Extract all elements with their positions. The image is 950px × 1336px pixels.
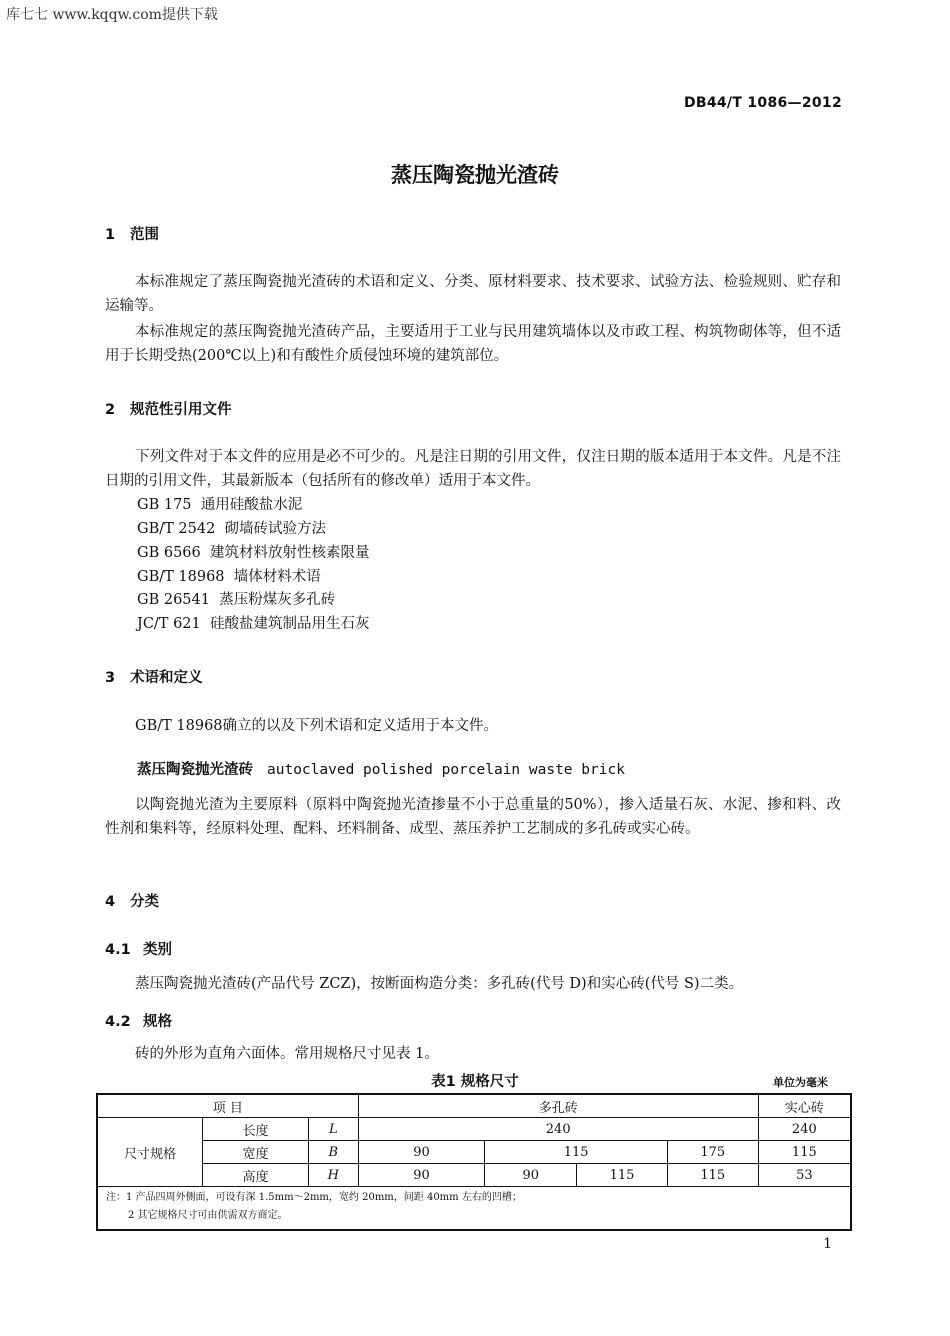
table-row-height (97, 1164, 851, 1187)
table-cell: 53 (758, 1164, 851, 1187)
row-label: 宽度 (203, 1141, 309, 1164)
paragraph-references-intro: 下列文件对于本文件的应用是必不可少的。凡是注日期的引用文件，仅注日期的版本适用于本文件。凡是不注日期的引用文件，其最新版本（包括所有的修改单）适用于本文件。 (105, 449, 841, 489)
section-title: 类别 (143, 942, 172, 958)
watermark-text: 库七七 www.kqqw.com提供下载 (6, 7, 218, 23)
document-number: DB44/T 1086—2012 (683, 95, 842, 111)
header-porous-brick: 多孔砖 (358, 1094, 758, 1118)
term-chinese: 蒸压陶瓷抛光渣砖 (137, 762, 253, 778)
header-solid-brick: 实心砖 (758, 1094, 851, 1118)
table-cell: 240 (358, 1118, 758, 1141)
reference-item: GB 6566 建筑材料放射性核素限量 (137, 545, 370, 561)
table-cell: 90 (485, 1164, 577, 1187)
section-4-2-heading (105, 1010, 172, 1031)
section-title: 术语和定义 (130, 670, 203, 686)
table-notes-row (97, 1187, 851, 1231)
table-notes (97, 1187, 851, 1231)
table-note: 2 其它规格尺寸可由供需双方商定。 (128, 1210, 288, 1221)
group-label: 尺寸规格 (97, 1118, 203, 1187)
table-cell: 240 (758, 1118, 851, 1141)
reference-item: GB 26541 蒸压粉煤灰多孔砖 (137, 592, 336, 608)
table-cell: 115 (667, 1164, 758, 1187)
reference-item: GB 175 通用硅酸盐水泥 (137, 497, 303, 513)
table-cell: 115 (577, 1164, 668, 1187)
section-2-heading (105, 398, 232, 419)
section-title: 范围 (130, 227, 159, 243)
header-item: 项 目 (97, 1094, 358, 1118)
row-symbol: H (308, 1164, 358, 1187)
spec-table (96, 1093, 852, 1231)
table-header-row (97, 1094, 851, 1118)
paragraph-terms-intro: GB/T 18968确立的以及下列术语和定义适用于本文件。 (135, 718, 499, 734)
section-number: 4 (105, 894, 116, 910)
section-number: 4.2 (105, 1014, 131, 1030)
reference-item: GB/T 18968 墙体材料术语 (137, 569, 321, 585)
page-number: 1 (823, 1236, 832, 1252)
section-title: 规格 (143, 1014, 172, 1030)
section-number: 4.1 (105, 942, 131, 958)
row-symbol: B (308, 1141, 358, 1164)
paragraph-category: 蒸压陶瓷抛光渣砖(产品代号 ZCZ)，按断面构造分类：多孔砖(代号 D)和实心砖(代号 S)二类。 (135, 976, 744, 992)
row-label: 高度 (203, 1164, 309, 1187)
section-4-heading (105, 890, 159, 911)
term-english: autoclaved polished porcelain waste brick (267, 762, 625, 778)
paragraph-scope-1: 本标准规定了蒸压陶瓷抛光渣砖的术语和定义、分类、原材料要求、技术要求、试验方法、检验规则、贮存和运输等。 (105, 274, 841, 314)
table-cell: 115 (485, 1141, 668, 1164)
section-4-1-heading (105, 938, 172, 959)
section-3-heading (105, 666, 203, 687)
page-title: 蒸压陶瓷抛光渣砖 (391, 163, 559, 187)
table-cell: 90 (358, 1141, 485, 1164)
table-cell: 175 (667, 1141, 758, 1164)
table-cell: 90 (358, 1164, 485, 1187)
table-row-width (97, 1141, 851, 1164)
section-number: 1 (105, 227, 116, 243)
row-label: 长度 (203, 1118, 309, 1141)
table-title: 表1 规格尺寸 (431, 1074, 519, 1090)
section-number: 2 (105, 402, 116, 418)
section-1-heading (105, 223, 159, 244)
table-note: 注：1 产品四周外侧面，可设有深 1.5mm～2mm，宽约 20mm，间距 40mm 左右的凹槽； (106, 1192, 522, 1203)
section-title: 分类 (130, 894, 159, 910)
paragraph-term-definition: 以陶瓷抛光渣为主要原料（原料中陶瓷抛光渣掺量不小于总重量的50%），掺入适量石灰、水泥、掺和料、改性剂和集料等，经原料处理、配料、坯料制备、成型、蒸压养护工艺制成的多孔砖或实心砖。 (105, 797, 841, 837)
table-cell: 115 (758, 1141, 851, 1164)
row-symbol: L (308, 1118, 358, 1141)
paragraph-scope-2: 本标准规定的蒸压陶瓷抛光渣砖产品，主要适用于工业与民用建筑墙体以及市政工程、构筑物砌体等，但不适用于长期受热(200℃以上)和有酸性介质侵蚀环境的建筑部位。 (105, 324, 841, 364)
term-entry (137, 758, 625, 779)
section-number: 3 (105, 670, 116, 686)
section-title: 规范性引用文件 (130, 402, 232, 418)
reference-item: JC/T 621 硅酸盐建筑制品用生石灰 (137, 616, 370, 632)
paragraph-specification: 砖的外形为直角六面体。常用规格尺寸见表 1。 (135, 1046, 439, 1062)
table-row-length (97, 1118, 851, 1141)
table-unit: 单位为毫米 (773, 1076, 828, 1089)
reference-item: GB/T 2542 砌墙砖试验方法 (137, 521, 327, 537)
